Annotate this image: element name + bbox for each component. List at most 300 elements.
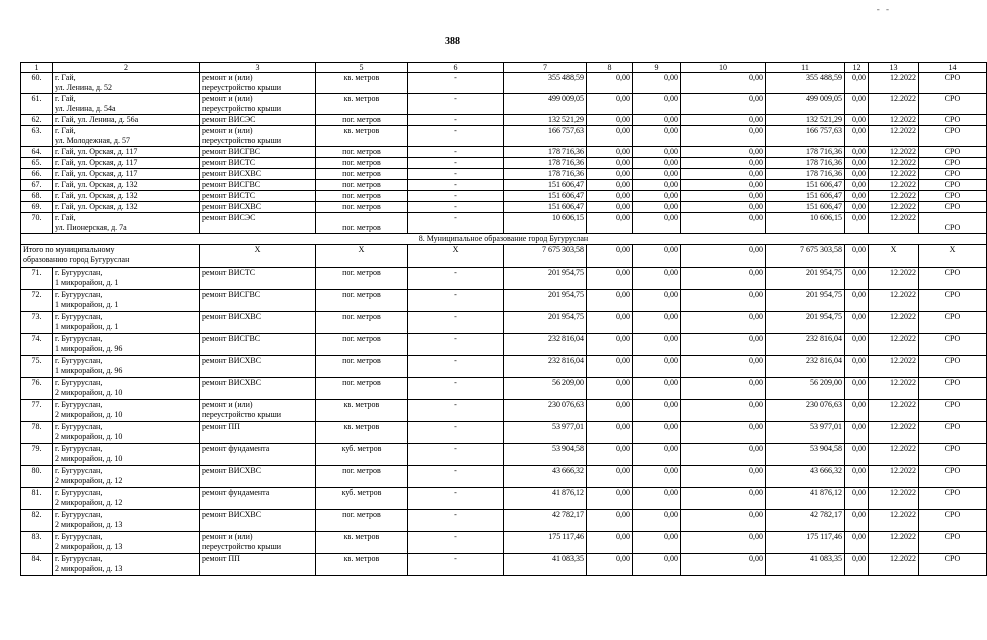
- table-cell: 201 954,75: [766, 290, 845, 312]
- table-cell: 0,00: [587, 334, 633, 356]
- table-cell: ремонт ВИСГВС: [200, 147, 316, 158]
- table-cell: 0,00: [845, 180, 869, 191]
- table-cell: 0,00: [681, 158, 766, 169]
- table-cell: куб. метров: [316, 488, 408, 510]
- table-cell: 0,00: [587, 73, 633, 94]
- cell-line: ремонт и (или): [202, 73, 253, 82]
- table-cell: 81.: [21, 488, 53, 510]
- table-cell: -: [408, 158, 504, 169]
- table-cell: -: [408, 334, 504, 356]
- table-cell: ремонт ВИСТС: [200, 191, 316, 202]
- table-cell: 0,00: [845, 213, 869, 234]
- table-row: [21, 213, 987, 234]
- table-cell: 0,00: [633, 554, 681, 576]
- cell-line: г. Бугуруслан,: [55, 510, 103, 519]
- table-row: [21, 422, 987, 444]
- cell-line: г. Гай,: [55, 126, 76, 135]
- cell-line: ремонт и (или): [202, 532, 253, 541]
- table-cell: 175 117,46: [766, 532, 845, 554]
- table-cell: 71.: [21, 268, 53, 290]
- table-cell: 41 083,35: [766, 554, 845, 576]
- table-cell: 67.: [21, 180, 53, 191]
- table-cell: 53 904,58: [766, 444, 845, 466]
- table-cell: 65.: [21, 158, 53, 169]
- table-cell: СРО: [919, 488, 987, 510]
- table-cell: 12.2022: [869, 213, 919, 234]
- table-cell: ремонт ВИСГВС: [200, 180, 316, 191]
- table-row: [21, 94, 987, 115]
- table-cell: 0,00: [681, 126, 766, 147]
- table-cell: 0,00: [845, 158, 869, 169]
- table-cell: -: [408, 115, 504, 126]
- table-cell: 0,00: [633, 312, 681, 334]
- table-cell: 132 521,29: [766, 115, 845, 126]
- table-cell: пог. метров: [316, 158, 408, 169]
- table-cell: 0,00: [633, 213, 681, 234]
- table-cell: кв. метров: [316, 400, 408, 422]
- table-cell: [53, 213, 200, 234]
- total-label: [21, 245, 200, 268]
- table-cell: 0,00: [633, 334, 681, 356]
- table-cell: 0,00: [681, 245, 766, 268]
- table-cell: 178 716,36: [766, 158, 845, 169]
- table-cell: СРО: [919, 510, 987, 532]
- table-row: [21, 73, 987, 94]
- table-cell: 41 876,12: [504, 488, 587, 510]
- table-cell: 12.2022: [869, 378, 919, 400]
- table-cell: 0,00: [587, 444, 633, 466]
- table-cell: 79.: [21, 444, 53, 466]
- cell-line: ул. Молодежная, д. 57: [55, 136, 130, 145]
- table-cell: 12.2022: [869, 334, 919, 356]
- table-cell: 0,00: [681, 312, 766, 334]
- table-cell: 12.2022: [869, 312, 919, 334]
- table-cell: -: [408, 213, 504, 234]
- table-cell: 73.: [21, 312, 53, 334]
- table-cell: 0,00: [845, 356, 869, 378]
- table-cell: 41 876,12: [766, 488, 845, 510]
- table-cell: 0,00: [587, 554, 633, 576]
- table-cell: СРО: [919, 147, 987, 158]
- table-cell: СРО: [919, 73, 987, 94]
- table-cell: 175 117,46: [504, 532, 587, 554]
- table-cell: 0,00: [845, 312, 869, 334]
- table-cell: 0,00: [681, 532, 766, 554]
- table-cell: 12.2022: [869, 115, 919, 126]
- table-cell: -: [408, 488, 504, 510]
- table-cell: г. Гай, ул. Орская, д. 117: [53, 147, 200, 158]
- table-cell: 0,00: [845, 202, 869, 213]
- table-cell: 0,00: [845, 466, 869, 488]
- table-cell: 0,00: [633, 510, 681, 532]
- table-cell: пог. метров: [316, 312, 408, 334]
- table-body: [21, 73, 987, 576]
- table-cell: -: [408, 378, 504, 400]
- corner-mark: - -: [876, 4, 891, 14]
- table-cell: 232 816,04: [504, 334, 587, 356]
- table-cell: 0,00: [681, 378, 766, 400]
- cell-line: 1 микрорайон, д. 96: [55, 344, 123, 353]
- col-head: 2: [53, 63, 200, 73]
- cell-line: переустройство крыши: [202, 83, 282, 92]
- table-row: [21, 290, 987, 312]
- table-cell: [200, 444, 316, 466]
- table-cell: СРО: [919, 169, 987, 180]
- table-cell: 0,00: [587, 245, 633, 268]
- table-cell: 43 666,32: [504, 466, 587, 488]
- table-cell: 69.: [21, 202, 53, 213]
- cell-line: ремонт ПП: [202, 554, 240, 563]
- cell-line: ремонт и (или): [202, 126, 253, 135]
- cell-line: ул. Ленина, д. 52: [55, 83, 113, 92]
- cell-line: г. Бугуруслан,: [55, 532, 103, 541]
- table-cell: 0,00: [633, 400, 681, 422]
- table-cell: 201 954,75: [504, 312, 587, 334]
- table-cell: 53 977,01: [504, 422, 587, 444]
- table-cell: пог. метров: [316, 213, 408, 234]
- table-cell: 230 076,63: [766, 400, 845, 422]
- table-cell: 0,00: [681, 268, 766, 290]
- table-cell: -: [408, 290, 504, 312]
- table-cell: СРО: [919, 378, 987, 400]
- cell-line: 2 микрорайон, д. 13: [55, 520, 123, 529]
- cell-line: переустройство крыши: [202, 410, 282, 419]
- table-cell: 132 521,29: [504, 115, 587, 126]
- cell-line: ремонт и (или): [202, 94, 253, 103]
- table-cell: [53, 378, 200, 400]
- table-cell: 0,00: [587, 115, 633, 126]
- table-cell: кв. метров: [316, 532, 408, 554]
- table-cell: 0,00: [633, 126, 681, 147]
- table-cell: 0,00: [633, 147, 681, 158]
- table-cell: кв. метров: [316, 73, 408, 94]
- table-cell: 151 606,47: [504, 180, 587, 191]
- table-cell: 0,00: [681, 180, 766, 191]
- table-cell: 201 954,75: [766, 312, 845, 334]
- cell-line: переустройство крыши: [202, 542, 282, 551]
- cell-line: 2 микрорайон, д. 13: [55, 564, 123, 573]
- table-row: [21, 510, 987, 532]
- table-cell: 0,00: [845, 488, 869, 510]
- table-cell: 0,00: [845, 147, 869, 158]
- table-cell: 0,00: [845, 400, 869, 422]
- table-cell: 12.2022: [869, 554, 919, 576]
- table-cell: 0,00: [633, 169, 681, 180]
- table-cell: -: [408, 466, 504, 488]
- cell-line: ремонт ПП: [202, 422, 240, 431]
- table-cell: 0,00: [587, 422, 633, 444]
- table-row: [21, 191, 987, 202]
- table-row: [21, 444, 987, 466]
- section-row: [21, 234, 987, 245]
- table-cell: 12.2022: [869, 180, 919, 191]
- cell-line: 2 микрорайон, д. 12: [55, 476, 123, 485]
- table-cell: 0,00: [587, 466, 633, 488]
- cell-line: 1 микрорайон, д. 1: [55, 322, 119, 331]
- table-cell: 0,00: [681, 356, 766, 378]
- table-cell: пог. метров: [316, 202, 408, 213]
- table-cell: 12.2022: [869, 268, 919, 290]
- table-cell: 0,00: [633, 115, 681, 126]
- table-cell: [200, 312, 316, 334]
- cell-line: г. Бугуруслан,: [55, 400, 103, 409]
- table-cell: 0,00: [633, 356, 681, 378]
- section-title: 8. Муниципальное образование город Бугуруслан: [21, 234, 987, 245]
- table-cell: 0,00: [845, 554, 869, 576]
- table-cell: -: [408, 268, 504, 290]
- table-row: [21, 202, 987, 213]
- table-cell: 178 716,36: [766, 169, 845, 180]
- table-cell: СРО: [919, 94, 987, 115]
- table-cell: СРО: [919, 444, 987, 466]
- table-cell: 42 782,17: [766, 510, 845, 532]
- table-cell: пог. метров: [316, 510, 408, 532]
- table-cell: [200, 400, 316, 422]
- cell-line: ремонт ВИСГВС: [202, 334, 261, 343]
- table-cell: 56 209,00: [766, 378, 845, 400]
- table-cell: 0,00: [845, 169, 869, 180]
- table-cell: 0,00: [845, 378, 869, 400]
- table-cell: [53, 444, 200, 466]
- table-cell: 232 816,04: [766, 334, 845, 356]
- table-cell: 7 675 303,58: [766, 245, 845, 268]
- table-cell: -: [408, 191, 504, 202]
- table-cell: 201 954,75: [504, 268, 587, 290]
- table-cell: 0,00: [633, 73, 681, 94]
- table-cell: 0,00: [633, 532, 681, 554]
- table-cell: кв. метров: [316, 94, 408, 115]
- cell-line: переустройство крыши: [202, 104, 282, 113]
- table-cell: пог. метров: [316, 169, 408, 180]
- cell-line: ремонт ВИСХВС: [202, 510, 262, 519]
- cell-line: ул. Пионерская, д. 7а: [55, 223, 127, 232]
- cell-line: Итого по муниципальному: [23, 245, 115, 254]
- table-cell: 166 757,63: [504, 126, 587, 147]
- table-cell: кв. метров: [316, 554, 408, 576]
- table-cell: 75.: [21, 356, 53, 378]
- table-row: [21, 334, 987, 356]
- table-cell: 151 606,47: [766, 202, 845, 213]
- table-cell: 151 606,47: [766, 180, 845, 191]
- table-cell: 178 716,36: [766, 147, 845, 158]
- table-cell: 68.: [21, 191, 53, 202]
- cell-line: ремонт ВИСХВС: [202, 356, 262, 365]
- table-cell: -: [408, 554, 504, 576]
- table-cell: 53 977,01: [766, 422, 845, 444]
- table-cell: 0,00: [681, 400, 766, 422]
- table-cell: СРО: [919, 356, 987, 378]
- table-cell: 0,00: [633, 378, 681, 400]
- table-cell: [53, 466, 200, 488]
- table-row: [21, 147, 987, 158]
- table-cell: 12.2022: [869, 158, 919, 169]
- table-cell: 0,00: [633, 94, 681, 115]
- col-head: 6: [408, 63, 504, 73]
- table-cell: 0,00: [587, 202, 633, 213]
- col-head: 1: [21, 63, 53, 73]
- table-cell: 12.2022: [869, 422, 919, 444]
- table-cell: 0,00: [587, 356, 633, 378]
- table-cell: [200, 94, 316, 115]
- table-cell: кв. метров: [316, 126, 408, 147]
- table-cell: -: [408, 147, 504, 158]
- table-cell: 64.: [21, 147, 53, 158]
- table-cell: -: [408, 94, 504, 115]
- table-cell: 0,00: [587, 510, 633, 532]
- table-cell: 83.: [21, 532, 53, 554]
- cell-line: 2 микрорайон, д. 10: [55, 388, 123, 397]
- table-cell: 499 009,05: [766, 94, 845, 115]
- table-cell: [53, 356, 200, 378]
- table-cell: -: [408, 180, 504, 191]
- cell-line: ремонт ВИСХВС: [202, 312, 262, 321]
- table-cell: 0,00: [633, 191, 681, 202]
- table-cell: 0,00: [681, 202, 766, 213]
- col-head: 7: [504, 63, 587, 73]
- table-row: [21, 115, 987, 126]
- cell-line: 2 микрорайон, д. 10: [55, 432, 123, 441]
- table-cell: [200, 466, 316, 488]
- table-row: [21, 400, 987, 422]
- table-cell: ремонт ВИСХВС: [200, 202, 316, 213]
- table-cell: 0,00: [587, 268, 633, 290]
- table-cell: 0,00: [587, 290, 633, 312]
- table-cell: 0,00: [633, 245, 681, 268]
- table-cell: СРО: [919, 268, 987, 290]
- table-cell: 70.: [21, 213, 53, 234]
- table-cell: 12.2022: [869, 466, 919, 488]
- table-cell: СРО: [919, 213, 987, 234]
- table-cell: [53, 312, 200, 334]
- page-number: 388: [445, 36, 460, 47]
- table-cell: -: [408, 444, 504, 466]
- table-row: [21, 466, 987, 488]
- table-cell: 0,00: [845, 422, 869, 444]
- table-cell: пог. метров: [316, 290, 408, 312]
- table-cell: 0,00: [633, 290, 681, 312]
- table-cell: пог. метров: [316, 334, 408, 356]
- table-cell: [53, 554, 200, 576]
- cell-line: ремонт и (или): [202, 400, 253, 409]
- table-cell: 63.: [21, 126, 53, 147]
- col-head: 3: [200, 63, 316, 73]
- table-cell: [53, 94, 200, 115]
- table-cell: 0,00: [845, 510, 869, 532]
- table-cell: 0,00: [681, 191, 766, 202]
- table-cell: 0,00: [681, 290, 766, 312]
- table-cell: -: [408, 126, 504, 147]
- table-cell: СРО: [919, 180, 987, 191]
- table-cell: 43 666,32: [766, 466, 845, 488]
- table-cell: 78.: [21, 422, 53, 444]
- table-cell: 178 716,36: [504, 147, 587, 158]
- table-cell: ремонт ВИСХВС: [200, 169, 316, 180]
- table-cell: [200, 268, 316, 290]
- table-cell: 0,00: [681, 334, 766, 356]
- table-cell: 0,00: [587, 180, 633, 191]
- table-cell: пог. метров: [316, 268, 408, 290]
- cell-line: ул. Ленина, д. 54а: [55, 104, 116, 113]
- cell-line: г. Бугуруслан,: [55, 444, 103, 453]
- table-cell: СРО: [919, 191, 987, 202]
- cell-line: г. Бугуруслан,: [55, 422, 103, 431]
- table-cell: 0,00: [681, 444, 766, 466]
- col-head: 11: [766, 63, 845, 73]
- table-cell: -: [408, 510, 504, 532]
- table-cell: СРО: [919, 334, 987, 356]
- table-cell: 0,00: [681, 510, 766, 532]
- table-cell: -: [408, 169, 504, 180]
- table-cell: [200, 334, 316, 356]
- table-cell: 12.2022: [869, 94, 919, 115]
- table-row: [21, 378, 987, 400]
- table-cell: г. Гай, ул. Орская, д. 117: [53, 158, 200, 169]
- cell-line: 1 микрорайон, д. 1: [55, 278, 119, 287]
- cell-line: г. Гай,: [55, 73, 76, 82]
- table-cell: -: [408, 422, 504, 444]
- table-cell: СРО: [919, 202, 987, 213]
- table-cell: 0,00: [845, 334, 869, 356]
- table-cell: СРО: [919, 400, 987, 422]
- table-cell: 62.: [21, 115, 53, 126]
- table-cell: [53, 422, 200, 444]
- column-number-row: [21, 63, 987, 73]
- cell-line: 2 микрорайон, д. 12: [55, 498, 123, 507]
- cell-line: ремонт ВИСХВС: [202, 466, 262, 475]
- table-cell: [200, 488, 316, 510]
- table-cell: X: [200, 245, 316, 268]
- table-cell: 0,00: [681, 147, 766, 158]
- table-cell: 10 606,15: [766, 213, 845, 234]
- table-cell: СРО: [919, 115, 987, 126]
- cell-line: г. Гай,: [55, 94, 76, 103]
- table-cell: 61.: [21, 94, 53, 115]
- table-cell: [200, 378, 316, 400]
- table-cell: [53, 268, 200, 290]
- cell-line: 1 микрорайон, д. 96: [55, 366, 123, 375]
- cell-line: 2 микрорайон, д. 10: [55, 454, 123, 463]
- table-cell: 0,00: [633, 158, 681, 169]
- table-cell: 0,00: [587, 532, 633, 554]
- table-cell: X: [316, 245, 408, 268]
- table-cell: 0,00: [633, 202, 681, 213]
- table-cell: 0,00: [633, 488, 681, 510]
- table-cell: X: [919, 245, 987, 268]
- table-cell: 0,00: [587, 312, 633, 334]
- cell-line: переустройство крыши: [202, 136, 282, 145]
- cell-line: г. Бугуруслан,: [55, 378, 103, 387]
- table-cell: 151 606,47: [504, 191, 587, 202]
- table-cell: 41 083,35: [504, 554, 587, 576]
- table-cell: 0,00: [681, 422, 766, 444]
- table-cell: СРО: [919, 312, 987, 334]
- table-cell: 0,00: [587, 378, 633, 400]
- table-cell: 0,00: [587, 94, 633, 115]
- table-cell: 53 904,58: [504, 444, 587, 466]
- table-cell: 355 488,59: [504, 73, 587, 94]
- table-cell: 82.: [21, 510, 53, 532]
- table-cell: [200, 510, 316, 532]
- table-cell: 0,00: [845, 268, 869, 290]
- cell-line: г. Бугуруслан,: [55, 356, 103, 365]
- table-cell: 151 606,47: [504, 202, 587, 213]
- table-cell: 0,00: [681, 466, 766, 488]
- table-cell: 12.2022: [869, 356, 919, 378]
- table-cell: 0,00: [845, 444, 869, 466]
- table-cell: пог. метров: [316, 466, 408, 488]
- table-cell: кв. метров: [316, 422, 408, 444]
- table-cell: г. Гай, ул. Орская, д. 132: [53, 202, 200, 213]
